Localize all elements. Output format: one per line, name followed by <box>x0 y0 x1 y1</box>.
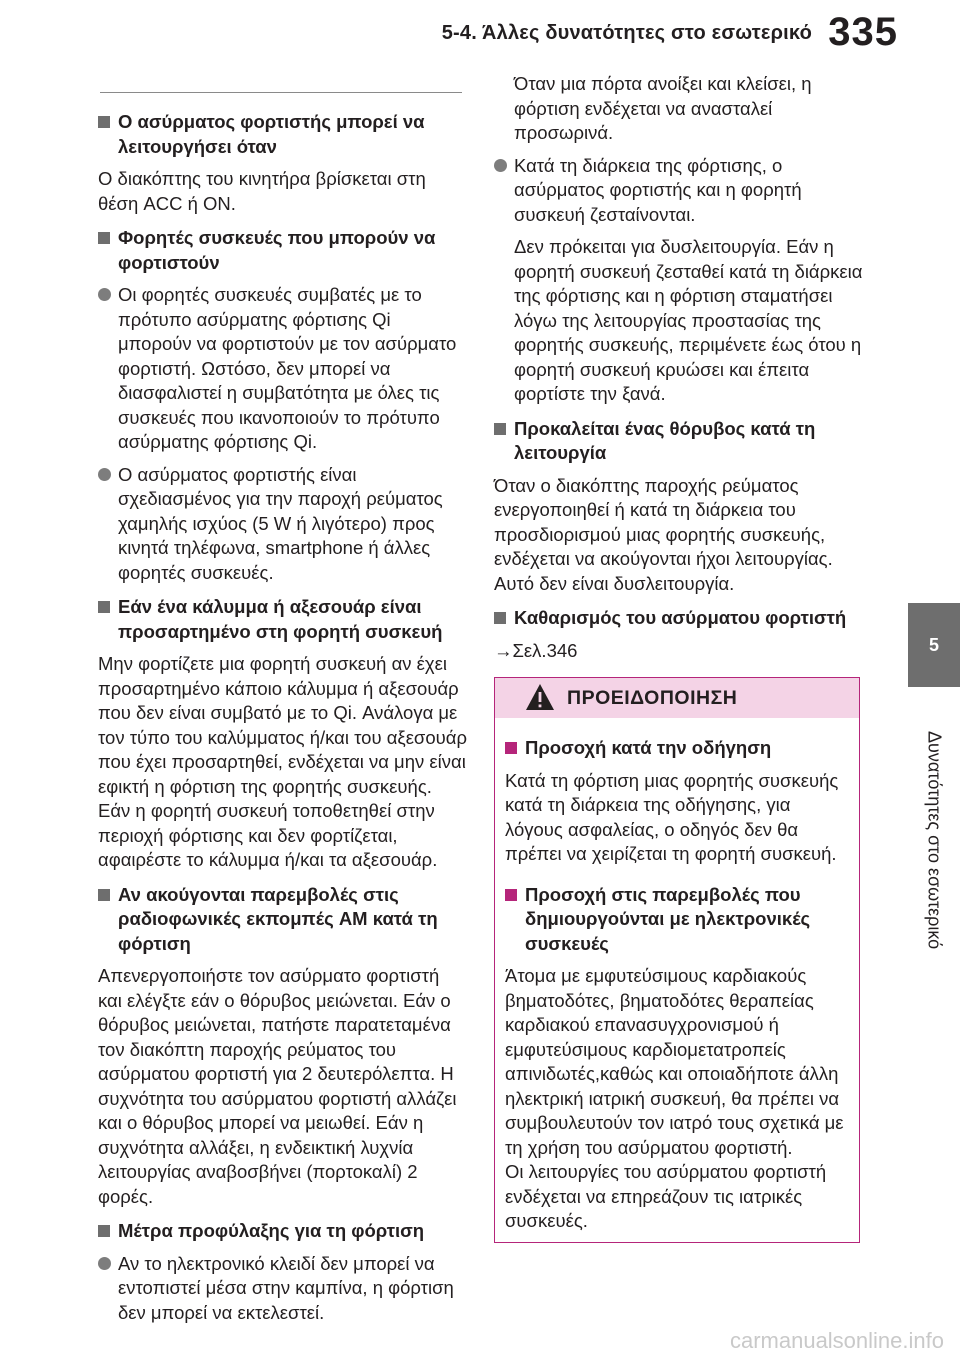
warning-title: ΠΡΟΕΙΔΟΠΟΙΗΣΗ <box>567 687 738 709</box>
heading-square-icon <box>505 742 517 754</box>
right-column <box>494 72 866 671</box>
left-column <box>98 100 468 1333</box>
bullet-item: Ο ασύρματος φορτιστής είναι σχεδιασμένος για την παροχή ρεύματος χαμηλής ισχύος (5 W ή λιγότερο) προς κινητά τηλέφωνα, smartphone ή άλλες φορητές συσκευές. <box>98 463 468 586</box>
heading: Φορητές συσκευές που μπορούν να φορτιστούν <box>98 226 468 275</box>
page-number: 335 <box>828 10 898 54</box>
heading: Προκαλείται ένας θόρυβος κατά τη λειτουργία <box>494 417 866 466</box>
warning-box <box>494 677 860 1243</box>
bullet-dot-icon <box>98 468 111 481</box>
chapter-tab: 5 <box>908 603 960 687</box>
warning-heading: Προσοχή στις παρεμβολές που δημιουργούνται με ηλεκτρονικές συσκευές <box>505 883 849 957</box>
chapter-tab-label: Δυνατότητες στο εσωτερικό <box>924 730 945 950</box>
header-divider <box>100 92 462 93</box>
heading: Ο ασύρματος φορτιστής μπορεί να λειτουργήσει όταν <box>98 110 468 159</box>
heading-square-icon <box>505 889 517 901</box>
paragraph: Μην φορτίζετε μια φορητή συσκευή αν έχει προσαρτημένο κάποιο κάλυμμα ή αξεσουάρ που δεν είναι συμβατό με το Qi. Ανάλογα με τον τύπο του καλύμματος ή/και του αξεσουάρ που έχει προσαρτηθεί, ενδέχεται να μην είναι εφικτή η φόρτιση της φορητής συσκευής. Εάν η φορητή συσκευή τοποθετηθεί στην περιοχή φόρτισης και δεν φορτίζεται, αφαιρέστε το κάλυμμα ή/και τα αξεσουάρ. <box>98 653 467 870</box>
heading: Εάν ένα κάλυμμα ή αξεσουάρ είναι προσαρτημένο στη φορητή συσκευή <box>98 595 468 644</box>
warning-heading: Προσοχή κατά την οδήγηση <box>505 736 849 761</box>
heading-square-icon <box>98 889 110 901</box>
warning-body <box>495 718 859 1234</box>
bullet-continuation: Δεν πρόκειται για δυσλειτουργία. Εάν η φορητή συσκευή ζεσταθεί κατά τη διάρκεια της φόρτισης και η φόρτιση σταματήσει λόγω της λειτουργίας προστασίας της φορητής συσκευής, περιμένετε έως ότου η φορητή συσκευή κρυώσει και έπειτα φορτίστε την ξανά. <box>514 236 863 404</box>
page-reference: →Σελ.346 <box>494 639 578 661</box>
bullet-item: Αν το ηλεκτρονικό κλειδί δεν μπορεί να εντοπιστεί μέσα στην καμπίνα, η φόρτιση δεν μπορεί να εκτελεστεί. <box>98 1252 468 1326</box>
warning-triangle-icon <box>525 682 555 712</box>
bullet-dot-icon <box>494 159 507 172</box>
heading: Αν ακούγονται παρεμβολές στις ραδιοφωνικές εκπομπές AM κατά τη φόρτιση <box>98 883 468 957</box>
page-header <box>0 0 960 66</box>
bullet-item: Οι φορητές συσκευές συμβατές με το πρότυπο ασύρματης φόρτισης Qi μπορούν να φορτιστούν με τον ασύρματο φορτιστή. Ωστόσο, δεν μπορεί να διασφαλιστεί η συμβατότητα με όλες τις συσκευές που ικανοποιούν το πρότυπο ασύρματης φόρτισης Qi. <box>98 283 468 455</box>
heading: Μέτρα προφύλαξης για τη φόρτιση <box>98 1219 468 1244</box>
bullet-dot-icon <box>98 288 111 301</box>
paragraph: Απενεργοποιήστε τον ασύρματο φορτιστή και ελέγξτε εάν ο θόρυβος μειώνεται. Εάν ο θόρυβος μειώνεται, πατήστε παρατεταμένα τον διακόπτη παροχής ρεύματος του ασύρματου φορτιστή για 2 δευτερόλεπτα. Η συχνότητα του ασύρματου φορτιστή αλλάζει και ο θόρυβος μπορεί να μειωθεί. Εάν η συχνότητα αλλάξει, η ενδεικτική λυχνία λειτουργίας αναβοσβήνει (πορτοκαλί) 2 φορές. <box>98 965 457 1207</box>
paragraph: Ο διακόπτης του κινητήρα βρίσκεται στη θέση ACC ή ON. <box>98 168 426 214</box>
warning-paragraph: Οι λειτουργίες του ασύρματου φορτιστή ενδέχεται να επηρεάζουν τις ιατρικές συσκευές. <box>505 1161 827 1231</box>
paragraph: Όταν ο διακόπτης παροχής ρεύματος ενεργοποιηθεί ή κατά τη διάρκεια του προσδιορισμού μιας φορητής συσκευής, ενδέχεται να ακούγονται ήχοι λειτουργίας. Αυτό δεν είναι δυσλειτουργία. <box>494 474 833 594</box>
bullet-dot-icon <box>98 1257 111 1270</box>
warning-header <box>495 678 859 718</box>
bullet-item: Κατά τη διάρκεια της φόρτισης, ο ασύρματος φορτιστής και η φορητή συσκευή ζεσταίνονται. <box>494 154 866 228</box>
heading-square-icon <box>494 612 506 624</box>
heading-square-icon <box>494 423 506 435</box>
warning-paragraph: Άτομα με εμφυτεύσιμους καρδιακούς βηματοδότες, βηματοδότες θεραπείας καρδιακού επανασυγχρονισμού ή εμφυτεύσιμους καρδιομετατροπείς απινιδωτές,καθώς και οποιαδήποτε άλλη ηλεκτρική ιατρική συσκευή, θα πρέπει να συμβουλευτούν τον ιατρό τους σχετικά με τη χρήση του ασύρματου φορτιστή. <box>505 965 844 1158</box>
heading-square-icon <box>98 601 110 613</box>
heading-square-icon <box>98 1225 110 1237</box>
chapter-tab-label-box <box>908 690 960 990</box>
heading-square-icon <box>98 232 110 244</box>
section-title: 5-4. Άλλες δυνατότητες στο εσωτερικό <box>441 22 812 44</box>
watermark: carmanualsonline.info <box>729 1328 944 1353</box>
warning-paragraph: Κατά τη φόρτιση μιας φορητής συσκευής κατά τη διάρκεια της οδήγησης, για λόγους ασφαλείας, ο οδηγός δεν θα πρέπει να χειρίζεται τη φορητή συσκευή. <box>505 769 839 864</box>
heading: Καθαρισμός του ασύρματου φορτιστή <box>494 606 866 631</box>
paragraph-continued: Όταν μια πόρτα ανοίξει και κλείσει, η φόρτιση ενδέχεται να ανασταλεί προσωρινά. <box>514 73 812 143</box>
heading-square-icon <box>98 116 110 128</box>
